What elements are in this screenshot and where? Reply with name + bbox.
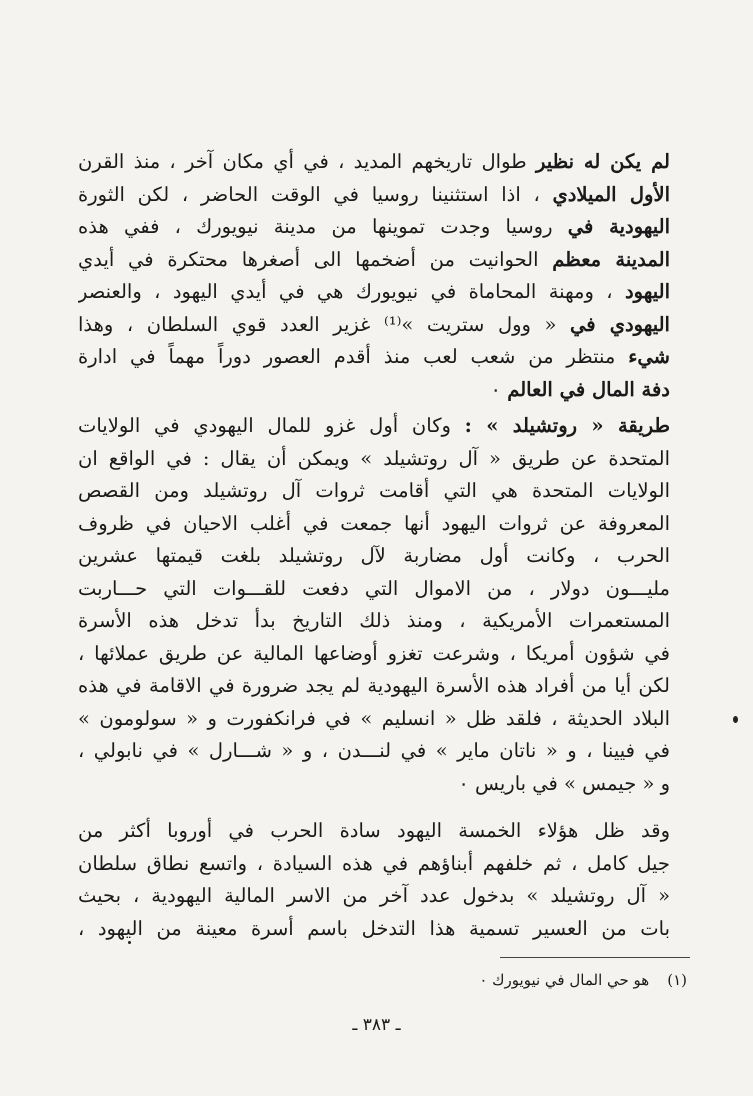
- paragraph-1-line: اليهودي في « وول ستريت »⁽¹⁾ غزير العدد قوي السلطان ، وهذا: [78, 312, 670, 336]
- paragraph-2-line: الحرب ، وكانت أول مضاربة لآل روتشيلد بلغت قيمتها عشرين: [78, 544, 670, 567]
- paragraph-2-line: في شؤون أمريكا ، وشرعت تغزو أوضاعها المالية عن طريق عملائها ،: [78, 641, 670, 665]
- paragraph-1: [78, 146, 670, 406]
- paragraph-1-line: دفة المال في العالم ٠: [490, 377, 670, 401]
- paragraph-2-line: الولايات المتحدة هي التي أقامت ثروات آل روتشيلد ومن القصص: [78, 479, 670, 502]
- paragraph-1-line: الأول الميلادي ، اذا استثنينا روسيا في الوقت الحاضر ، لكن الثورة: [78, 182, 670, 206]
- page-number: ـ ٣٨٣ ـ: [352, 1015, 401, 1035]
- footnote-divider: [500, 957, 690, 958]
- paragraph-3-line: بات من العسير تسمية هذا التدخل باسم أسرة معينة من اليهود ،: [78, 916, 670, 940]
- paragraph-3-line: جيل كامل ، ثم خلفهم أبناؤهم في هذه السيادة ، واتسع نطاق سلطان: [78, 851, 670, 875]
- paragraph-1-line: اليهودية في روسيا وجدت تموينها من مدينة نيويورك ، ففي هذه: [78, 215, 670, 238]
- paragraph-2-line: المتحدة عن طريق « آل روتشيلد » ويمكن أن يقال : في الواقع ان: [78, 446, 670, 470]
- scan-speck: [733, 716, 738, 723]
- paragraph-3-line: وقد ظل هؤلاء الخمسة اليهود سادة الحرب في أوروبا أكثر من: [78, 819, 670, 842]
- paragraph-2-line: مليـــون دولار ، من الاموال التي دفعت للقـــوات التي حـــاربت: [78, 576, 670, 600]
- footnote: [479, 966, 687, 994]
- paragraph-2-line: المستعمرات الأمريكية ، ومنذ ذلك التاريخ بدأ تدخل هذه الأسرة: [78, 609, 670, 632]
- paragraph-1-line: لم يكن له نظير طوال تاريخهم المديد ، في أي مكان آخر ، منذ القرن: [78, 150, 670, 173]
- paragraph-2-line: البلاد الحديثة ، فلقد ظل « انسليم » في فرانكفورت و « سولومون »: [78, 706, 670, 730]
- paragraph-2-line: في فيينا ، و « ناتان ماير » في لنـــدن ، و « شـــارل » في نابولي ،: [78, 739, 670, 762]
- paragraph-1-line: اليهود ، ومهنة المحاماة في نيويورك هي في أيدي اليهود ، والعنصر: [78, 280, 670, 303]
- paragraph-2: [78, 410, 670, 800]
- footnote-text: هو حي المال في نيويورك ٠: [479, 971, 650, 989]
- paragraph-2-line: المعروفة عن ثروات اليهود أنها جمعت في أغلب الاحيان في ظروف: [78, 511, 670, 535]
- paragraph-2-line: طريقة « روتشيلد » : وكان أول غزو للمال اليهودي في الولايات: [78, 414, 670, 437]
- section-heading: طريقة « روتشيلد » :: [464, 414, 670, 437]
- paragraph-1-line: شيء منتظر من شعب لعب منذ أقدم العصور دوراً مهماً في ادارة: [78, 345, 670, 368]
- paragraph-3: [78, 815, 670, 945]
- paragraph-3-line: « آل روتشيلد » بدخول عدد آخر من الاسر المالية اليهودية ، بحيث: [78, 884, 670, 907]
- paragraph-2-line: لكن أيا من أفراد هذه الأسرة اليهودية لم يجد ضرورة في الاقامة في هذه: [78, 674, 670, 697]
- paragraph-2-line: و « جيمس » في باريس ٠: [458, 771, 670, 795]
- footnote-number: (١): [667, 971, 687, 989]
- scan-speck: [128, 941, 131, 944]
- paragraph-1-line: المدينة معظم الحوانيت من أضخمها الى أصغرها محتكرة في أيدي: [78, 247, 670, 271]
